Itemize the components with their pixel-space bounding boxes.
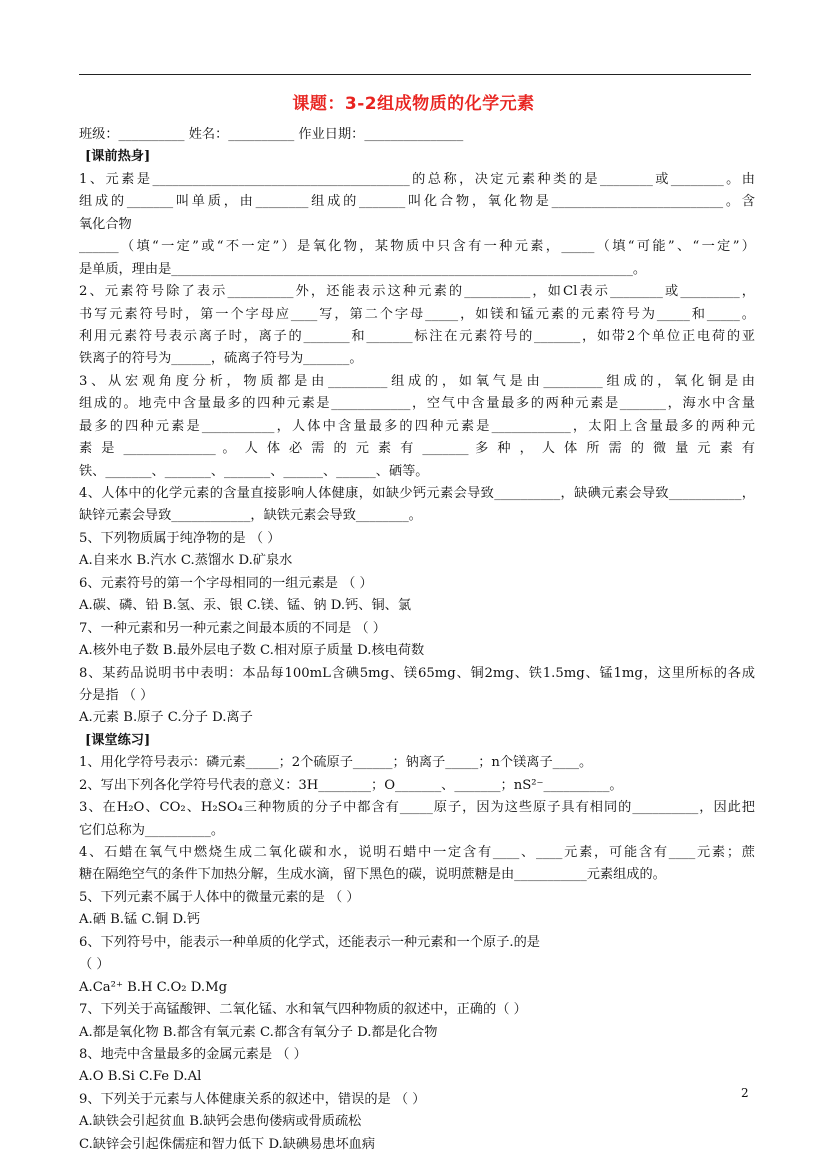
warmup-line: 组成的。地壳中含量最多的四种元素是____________，空气中含量最多的两种元素是_______，海水中含量	[79, 396, 755, 412]
question-line: 5、下列物质属于纯净物的是 （ ）	[79, 530, 281, 546]
choice-line: A.元素 B.原子 C.分子 D.离子	[79, 710, 253, 726]
question-line: 5、下列元素不属于人体中的微量元素的是 （ ）	[79, 889, 360, 905]
practice-line: 它们总称为__________。	[79, 822, 225, 838]
choice-line: A.都是氧化物 B.都含有氧元素 C.都含有氧分子 D.都是化合物	[79, 1024, 438, 1040]
warmup-line: 1、元素是_______________________________________的总称，决定元素种类的是________或________。由	[79, 171, 755, 187]
answer-bracket: （ ）	[79, 957, 110, 973]
question-line: 9、下列关于元素与人体健康关系的叙述中，错误的是 （ ）	[79, 1091, 426, 1107]
choice-line: A.O B.Si C.Fe D.Al	[79, 1069, 202, 1085]
question-line: 7、一种元素和另一种元素之间最本质的不同是 （ ）	[79, 620, 386, 636]
warmup-line: 利用元素符号表示离子时，离子的_______和_______标注在元素符号的_______，如带2个单位正电荷的亚	[79, 328, 755, 344]
warmup-line: 3、从宏观角度分析，物质都是由_________组成的，如氧气是由_________组成的，氧化铜是由	[79, 373, 755, 389]
warmup-line: 铁、_______、_______、_______、______、______、硒等。	[79, 463, 429, 479]
warmup-line: 氧化合物	[79, 216, 132, 232]
warmup-line: 素 是 ______________ 。 人 体 必 需 的 元 素 有 _______ 多 种 ， 人 体 所 需 的 微 量 元 素 有	[79, 441, 755, 457]
choice-line: A.核外电子数 B.最外层电子数 C.相对原子质量 D.核电荷数	[79, 643, 425, 659]
document-body	[79, 124, 755, 1156]
warmup-line: 组成的_______叫单质，由________组成的_______叫化合物，氧化物是__________________________。含	[79, 194, 755, 210]
student-info-line: 班级：__________ 姓名：__________ 作业日期：_______________	[79, 127, 464, 142]
practice-line: 糖在隔绝空气的条件下加热分解，生成水滴，留下黑色的碳，说明蔗糖是由___________元素组成的。	[79, 867, 666, 883]
warmup-line: 缺锌元素会导致____________，缺铁元素会导致________。	[79, 508, 422, 524]
section-heading-warmup: [课前热身]	[85, 149, 151, 165]
choice-line: A.Ca²⁺ B.H C.O₂ D.Mg	[79, 979, 228, 995]
warmup-line: 4、人体中的化学元素的含量直接影响人体健康，如缺少钙元素会导致__________，缺碘元素会导致___________，	[79, 486, 755, 501]
question-line: 6、元素符号的第一个字母相同的一组元素是 （ ）	[79, 575, 373, 591]
question-line: 7、下列关于高锰酸钾、二氧化锰、水和氧气四种物质的叙述中，正确的（ ）	[79, 1002, 527, 1018]
header-rule	[79, 74, 751, 75]
practice-line: 2、写出下列各化学符号代表的意义：3H________；O_______、_______；nS²⁻__________。	[79, 777, 623, 793]
question-line: 6、下列符号中，能表示一种单质的化学式，还能表示一种元素和一个原子.的是	[79, 934, 540, 950]
question-line: 分是指 （ ）	[79, 687, 154, 703]
warmup-line: 铁离子的符号为______，硫离子符号为_______。	[79, 351, 363, 367]
choice-line: C.缺锌会引起侏儒症和智力低下 D.缺碘易患坏血病	[79, 1136, 376, 1152]
question-line: 8、地壳中含量最多的金属元素是 （ ）	[79, 1046, 307, 1062]
page-title: 课题：3-2组成物质的化学元素	[292, 94, 535, 114]
warmup-line: 是单质，理由是______________________________________________________________________。	[79, 261, 647, 277]
practice-line: 1、用化学符号表示：磷元素_____；2个硫原子______；钠离子_____；n个镁离子____。	[79, 755, 593, 771]
section-heading-practice: [课堂练习]	[85, 732, 151, 748]
choice-line: A.自来水 B.汽水 C.蒸馏水 D.矿泉水	[79, 553, 293, 569]
choice-line: A.硒 B.锰 C.铜 D.钙	[79, 912, 201, 928]
choice-line: A.碳、磷、铅 B.氢、汞、银 C.镁、锰、钠 D.钙、铜、氯	[79, 598, 412, 614]
warmup-line: 2、元素符号除了表示__________外，还能表示这种元素的__________，如Cl表示________或_________，	[79, 284, 755, 300]
choice-line: A.缺铁会引起贫血 B.缺钙会患佝偻病或骨质疏松	[79, 1114, 362, 1130]
question-line: 8、某药品说明书中表明：本品每100mL含碘5mg、镁65mg、铜2mg、铁1.5mg、锰1mg，这里所标的各成	[79, 665, 755, 681]
practice-line: 4、石蜡在氧气中燃烧生成二氧化碳和水，说明石蜡中一定含有____、____元素，可能含有____元素；蔗	[79, 845, 755, 860]
page-number: 2	[741, 1086, 749, 1100]
warmup-line: ______（填“一定”或“不一定”）是氧化物，某物质中只含有一种元素，_____（填“可能”、“一定”）	[79, 239, 755, 255]
warmup-line: 最多的四种元素是___________，人体中含量最多的四种元素是____________，太阳上含量最多的两种元	[79, 418, 755, 434]
warmup-line: 书写元素符号时，第一个字母应____写，第二个字母_____，如镁和锰元素的元素符号为_____和_____。	[79, 306, 755, 322]
practice-line: 3、在H₂O、CO₂、H₂SO₄三种物质的分子中都含有_____原子，因为这些原子具有相同的__________，因此把	[79, 800, 755, 816]
